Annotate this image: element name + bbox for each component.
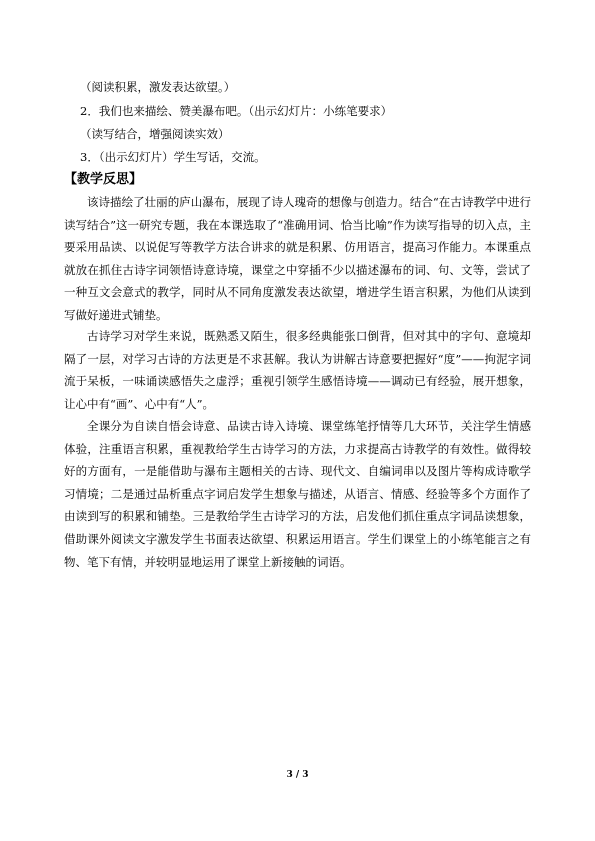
reflection-paragraph-3: 全课分为自读自悟会诗意、品读古诗入诗境、课堂练笔抒情等几大环节，关注学生情感体验，注重语言积累，重视教给学生古诗学习的方法，力求提高古诗教学的有效性。做得较好的方面有，一是能借助与瀑布主题相关的古诗、现代文、自编词串以及图片等构成诗歌学习情境；二是通过品析重点字词启发学生想象与描述，从语言、情感、经验等多个方面作了由读到写的积累和铺垫。三是教给学生古诗学习的方法，启发他们抓住重点字词品读想象，借助课外阅读文字激发学生书面表达欲望、积累运用语言。学生们课堂上的小练笔能言之有物、笔下有情，并较明显地运用了课堂上新接触的词语。 (64, 419, 531, 569)
page-number: 3 / 3 (286, 770, 309, 780)
read-write-note-line: （读写结合，增强阅读实效） (80, 127, 230, 141)
reading-note-line: （阅读积累，激发表达欲望。） (80, 80, 236, 94)
step-3-line: 3．（出示幻灯片）学生写话，交流。 (80, 150, 266, 164)
reflection-paragraph-2: 古诗学习对学生来说，既熟悉又陌生，很多经典能张口倒背，但对其中的字句、意境却隔了一层，对学习古诗的方法更是不求甚解。我认为讲解古诗意要把握好“度”——拘泥字词流于呆板，一味诵读感悟失之虚浮；重视引领学生感悟诗境——调动已有经验，展开想象，让心中有“画”、心中有“人”。 (64, 329, 531, 411)
step-2-line: 2．我们也来描绘、赞美瀑布吧。（出示幻灯片：小练笔要求） (80, 104, 393, 118)
reflection-paragraph-1: 该诗描绘了壮丽的庐山瀑布，展现了诗人瑰奇的想像与创造力。结合“在古诗教学中进行读写结合”这一研究专题，我在本课选取了“准确用词、恰当比喻”作为读写指导的切入点，主要采用品读、以说促写等教学方法合讲求的就是积累、仿用语言，提高习作能力。本课重点就放在抓住古诗字词领悟诗意诗境，课堂之中穿插不少以描述瀑布的词、句、文等，尝试了一种互文会意式的教学，同时从不同角度激发表达欲望，增进学生语言积累，为他们从读到写做好递进式铺垫。 (64, 195, 531, 322)
section-heading-reflection: 【教学反思】 (64, 172, 143, 187)
